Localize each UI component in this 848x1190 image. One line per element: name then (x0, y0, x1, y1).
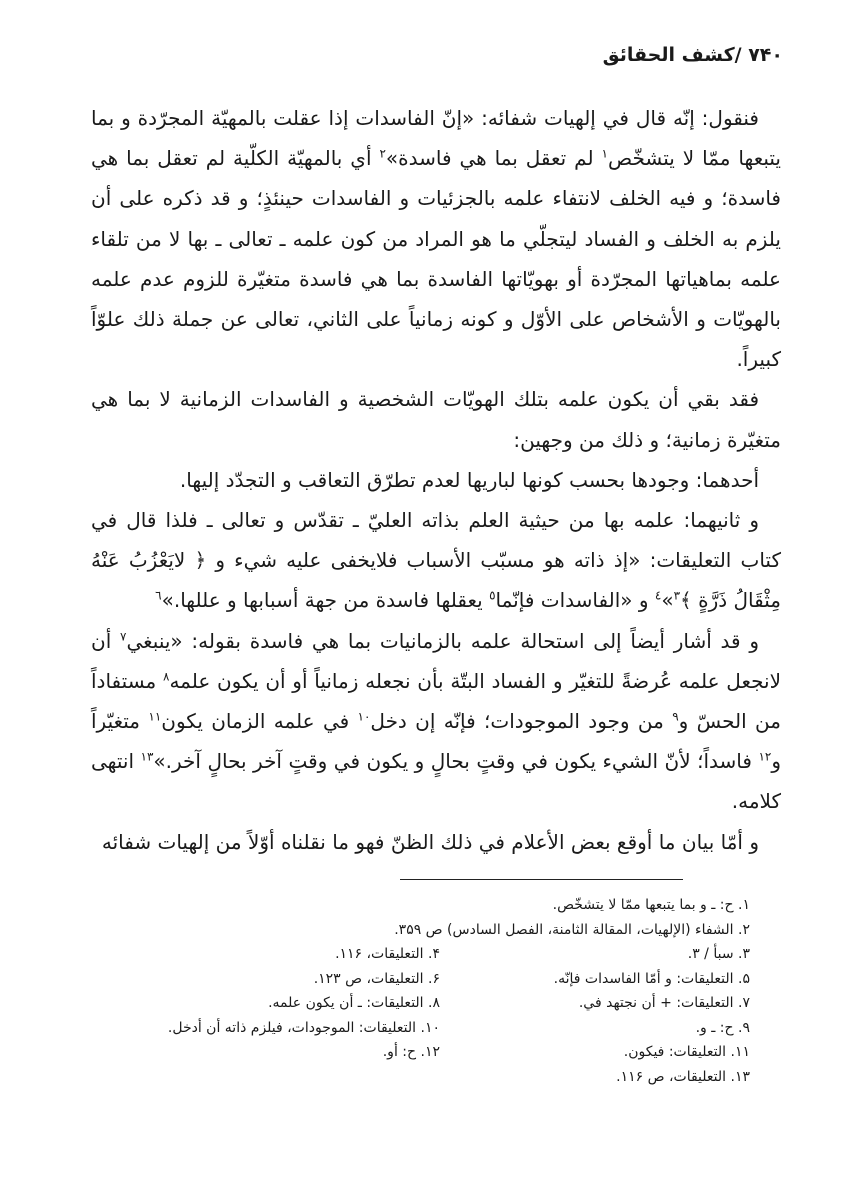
paragraph-1: فنقول: إنّه قال في إلهيات شفائه: «إنّ الفاسدات إذا عقلت بالمهيّة المجرّدة و بما يتبعها ممّا لا يتشخّص$^١$ لم تعقل بما هي فاسدة»$^٢$ أي بالمهيّة الكلّية لم تعقل بما هي فاسدة؛ و فيه الخلف لانتفاء علمه بالجزئيات و الفاسدات حينئذٍ؛ و قد ذكره على أن يلزم به الخلف و الفساد ليتجلّي ما هو المراد من كون علمه ـ تعالى ـ بها لا من تلقاء علمه بماهياتها المجرّدة أو بهويّاتها الفاسدة بما هي فاسدة متغيّرة للزوم عدم علمه بالهويّات و الأشخاص على الأوّل و كونه زمانياً على الثاني، تعالى عن جملة ذلك علوّاً كبيراً. (91, 106, 781, 372)
footnote-9: ۹. ح: ـ و. (695, 1019, 750, 1036)
footnotes (130, 893, 750, 1089)
footnote-2: ۲. الشفاء (الإلهيات، المقالة الثامنة، الفصل السادس) ص ۳۵۹. (394, 921, 750, 938)
main-text (91, 98, 781, 862)
running-header: ۷۴۰ /کشف الحقائق (602, 44, 783, 66)
paragraph-4: و ثانيهما: علمه بها من حيثية العلم بذاته العليّ ـ تقدّس و تعالى ـ فلذا قال في كتاب التعليقات: «إذ ذاته هو مسبّب الأسباب فلايخفى عليه شيء و ﴿ لايَعْزُبُ عَنْهُ مِثْقَالُ ذَرَّةٍ ﴾$^٣$»$^٤$ و «الفاسدات فإنّما$^٥$ يعقلها فاسدة من جهة أسبابها و عللها.»$^٦$ (91, 508, 781, 613)
footnote-4: ۴. التعليقات، ۱۱۶. (335, 946, 440, 962)
paragraph-2: فقد بقي أن يكون علمه بتلك الهويّات الشخصية و الفاسدات الزمانية لا بما هي متغيّرة زمانية؛ و ذلك من وجهين: (91, 387, 781, 452)
paragraph-3: أحدهما: وجودها بحسب كونها لباريها لعدم تطرّق التعاقب و التجدّد إليها. (179, 467, 759, 492)
footnote-divider (400, 879, 683, 880)
footnote-8: ۸. التعليقات: ـ أن يكون علمه. (268, 995, 440, 1011)
footnote-5: ۵. التعليقات: و أمّا الفاسدات فإنّه. (553, 970, 750, 987)
footnote-10: ۱۰. التعليقات: الموجودات، فيلزم ذاته أن أدخل. (167, 1019, 440, 1036)
footnote-1: ۱. ح: ـ و بما يتبعها ممّا لا يتشخّص. (552, 897, 750, 913)
footnote-6: ۶. التعليقات، ص ۱۲۳. (313, 970, 440, 987)
footnote-11: ۱۱. التعليقات: فيكون. (623, 1044, 750, 1060)
paragraph-5: و قد أشار أيضاً إلى استحالة علمه بالزمانيات بما هي فاسدة بقوله: «ينبغي$^٧$ أن لانجعل علمه عُرضةً للتغيّر و الفساد البتّة بأن نجعله زمانياً أو أن يكون علمه$^٨$ مستفاداً من الحسّ و$^٩$ من وجود الموجودات؛ فإنّه إن دخل$^{١٠}$ في علمه الزمان يكون$^{١١}$ متغيّراً و$^{١٢}$ فاسداً؛ لأنّ الشيء يكون في وقتٍ بحالٍ و يكون في وقتٍ آخر بحالٍ آخر.»$^{١٣}$ انتهى كلامه. (91, 628, 781, 814)
footnote-3: ۳. سبأ / ۳. (687, 946, 750, 962)
footnote-12: ۱۲. ح: أو. (382, 1044, 440, 1060)
footnote-13: ۱۳. التعليقات، ص ۱۱۶. (616, 1068, 750, 1085)
footnote-7: ۷. التعليقات: + أن نجتهد في. (578, 995, 750, 1011)
paragraph-6: و أمّا بيان ما أوقع بعض الأعلام في ذلك الظنّ فهو ما نقلناه أوّلاً من إلهيات شفائه (101, 829, 759, 854)
